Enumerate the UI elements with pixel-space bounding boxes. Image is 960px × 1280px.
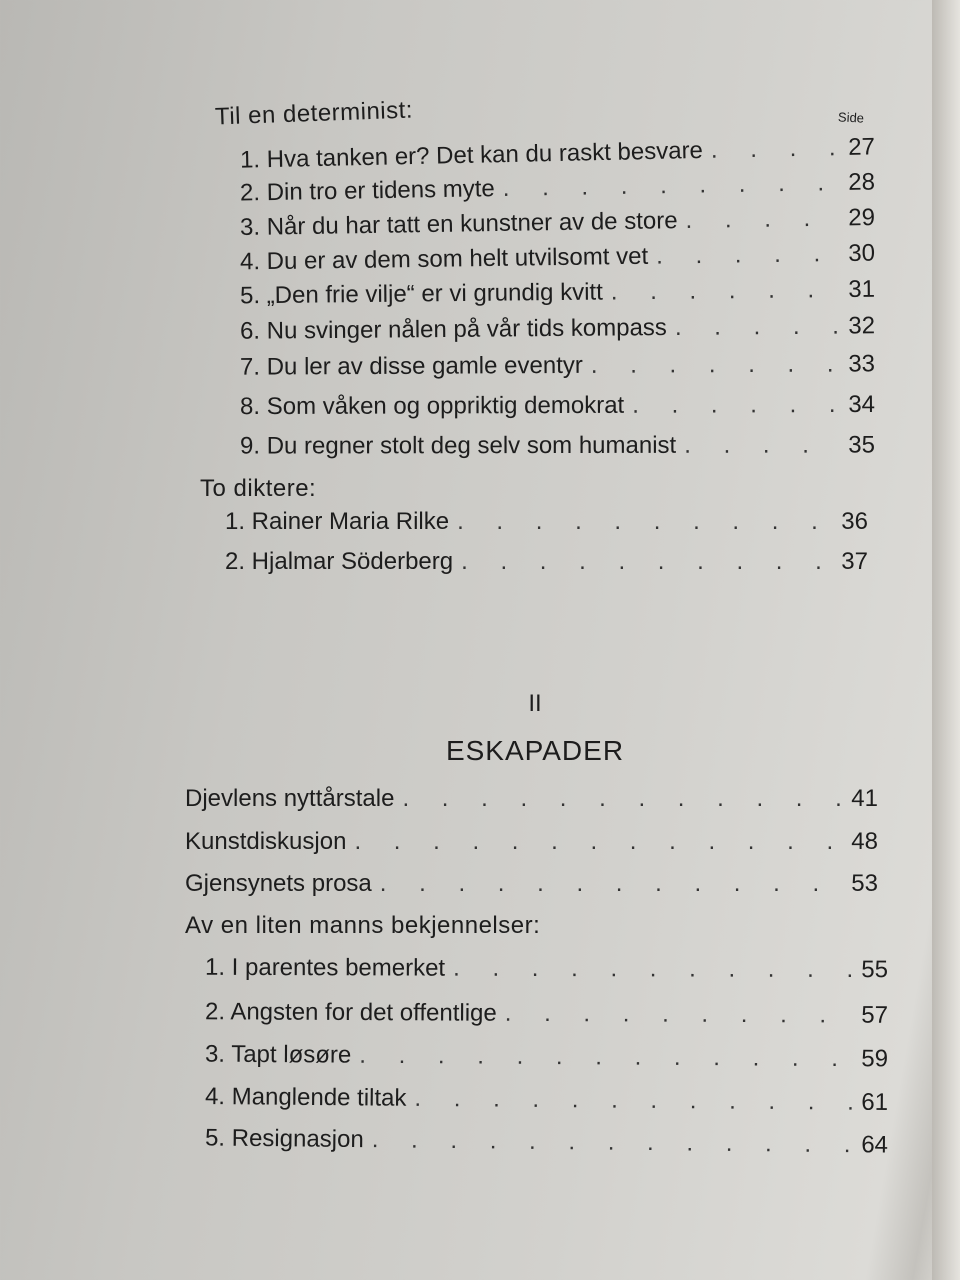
toc-entry-page: 41 (851, 785, 878, 812)
toc-entry (185, 828, 878, 856)
dot-leader (624, 391, 842, 420)
dot-leader (364, 1126, 856, 1159)
toc-entry (240, 391, 875, 421)
toc-entry-page: 29 (848, 204, 876, 232)
toc-entry (205, 954, 888, 984)
dot-leader (667, 313, 843, 343)
toc-entry (240, 204, 875, 242)
dot-leader (676, 432, 842, 460)
toc-entry (240, 312, 875, 346)
toc-entry-page: 33 (848, 350, 876, 378)
toc-entry-page: 55 (861, 956, 889, 984)
toc-entry-page: 59 (861, 1045, 889, 1073)
toc-entry (185, 870, 878, 898)
toc-entry-title: 5. Resignasjon (204, 1124, 364, 1154)
toc-entry (240, 133, 875, 174)
group-title-determinist: Til en determinist: (214, 96, 414, 131)
toc-entry (240, 431, 875, 460)
toc-entry-title: 8. Som våken og oppriktig demokrat (239, 391, 625, 421)
toc-entry-page: 57 (861, 1001, 889, 1029)
toc-entry-title: 6. Nu svinger nålen på vår tids kompass (239, 314, 667, 345)
dot-leader (583, 351, 843, 380)
toc-entry-title: 1. Hva tanken er? Det kan du raskt besvare (239, 136, 704, 174)
dot-leader (372, 870, 846, 898)
toc-entry-title: 2. Angsten for det offentlige (204, 998, 497, 1027)
toc-entry (225, 508, 868, 536)
toc-entry (240, 276, 875, 311)
dot-leader (394, 785, 845, 813)
dot-leader (497, 1000, 856, 1030)
dot-leader (453, 548, 835, 576)
toc-entry-title: 1. I parentes bemerket (204, 953, 446, 982)
toc-entry (240, 240, 875, 277)
toc-entry-page: 48 (851, 828, 878, 855)
dot-leader (449, 508, 835, 536)
toc-entry-page: 30 (848, 239, 876, 267)
dot-leader (703, 134, 843, 165)
toc-entry-title: 9. Du regner stolt deg selv som humanist (239, 431, 677, 460)
toc-entry (225, 548, 868, 576)
toc-entry-page: 28 (848, 168, 876, 196)
toc-entry-page: 37 (841, 548, 868, 575)
dot-leader (648, 240, 843, 271)
toc-entry-title: Djevlens nyttårstale (185, 785, 395, 812)
toc-entry (240, 168, 875, 207)
side-label: Side (837, 109, 865, 126)
toc-entry-page: 32 (848, 312, 876, 340)
dot-leader (603, 276, 843, 307)
dot-leader (445, 955, 855, 984)
dot-leader (406, 1085, 855, 1117)
toc-entry-title: 3. Når du har tatt en kunstner av de store (239, 207, 678, 241)
toc-entry-page: 64 (861, 1131, 889, 1159)
toc-entry (205, 1041, 888, 1074)
toc-entry-page: 35 (848, 431, 876, 459)
toc-entry-title: 5. „Den frie vilje“ er vi grundig kvitt (239, 278, 603, 310)
toc-entry-title: 3. Tapt løsøre (204, 1040, 352, 1069)
toc-entry (205, 1124, 888, 1159)
toc-entry (205, 998, 888, 1030)
toc-entry (240, 350, 875, 381)
toc-entry-page: 34 (848, 390, 876, 418)
group-title-diktere: To diktere: (200, 475, 317, 502)
toc-entry-title: 2. Hjalmar Söderberg (225, 548, 454, 575)
dot-leader (677, 205, 842, 236)
dot-leader (351, 1042, 855, 1074)
toc-entry (205, 1083, 888, 1117)
toc-entry-title: 2. Din tro er tidens myte (239, 175, 496, 207)
toc-entry-title: 4. Du er av dem som helt utvilsomt vet (239, 242, 649, 276)
toc-entry-page: 31 (848, 275, 876, 303)
toc-entry-page: 27 (847, 133, 876, 161)
group-title-bekjennelser: Av en liten manns bekjennelser: (185, 912, 541, 939)
toc-entry-title: Gjensynets prosa (185, 870, 372, 897)
section-title: ESKAPADER (445, 735, 625, 766)
toc-entry-title: 1. Rainer Maria Rilke (225, 508, 450, 535)
toc-entry (185, 785, 878, 813)
toc-entry-page: 61 (861, 1088, 889, 1116)
toc-entry-page: 36 (841, 508, 868, 535)
toc-entry-title: Kunstdiskusjon (185, 828, 347, 855)
page-edge (932, 0, 960, 1280)
dot-leader (495, 169, 843, 203)
toc-entry-page: 53 (851, 870, 878, 897)
toc-entry-title: 7. Du ler av disse gamle eventyr (239, 351, 583, 381)
dot-leader (346, 828, 845, 856)
toc-entry-title: 4. Manglende tiltak (204, 1083, 407, 1112)
section-numeral: II (528, 690, 542, 717)
